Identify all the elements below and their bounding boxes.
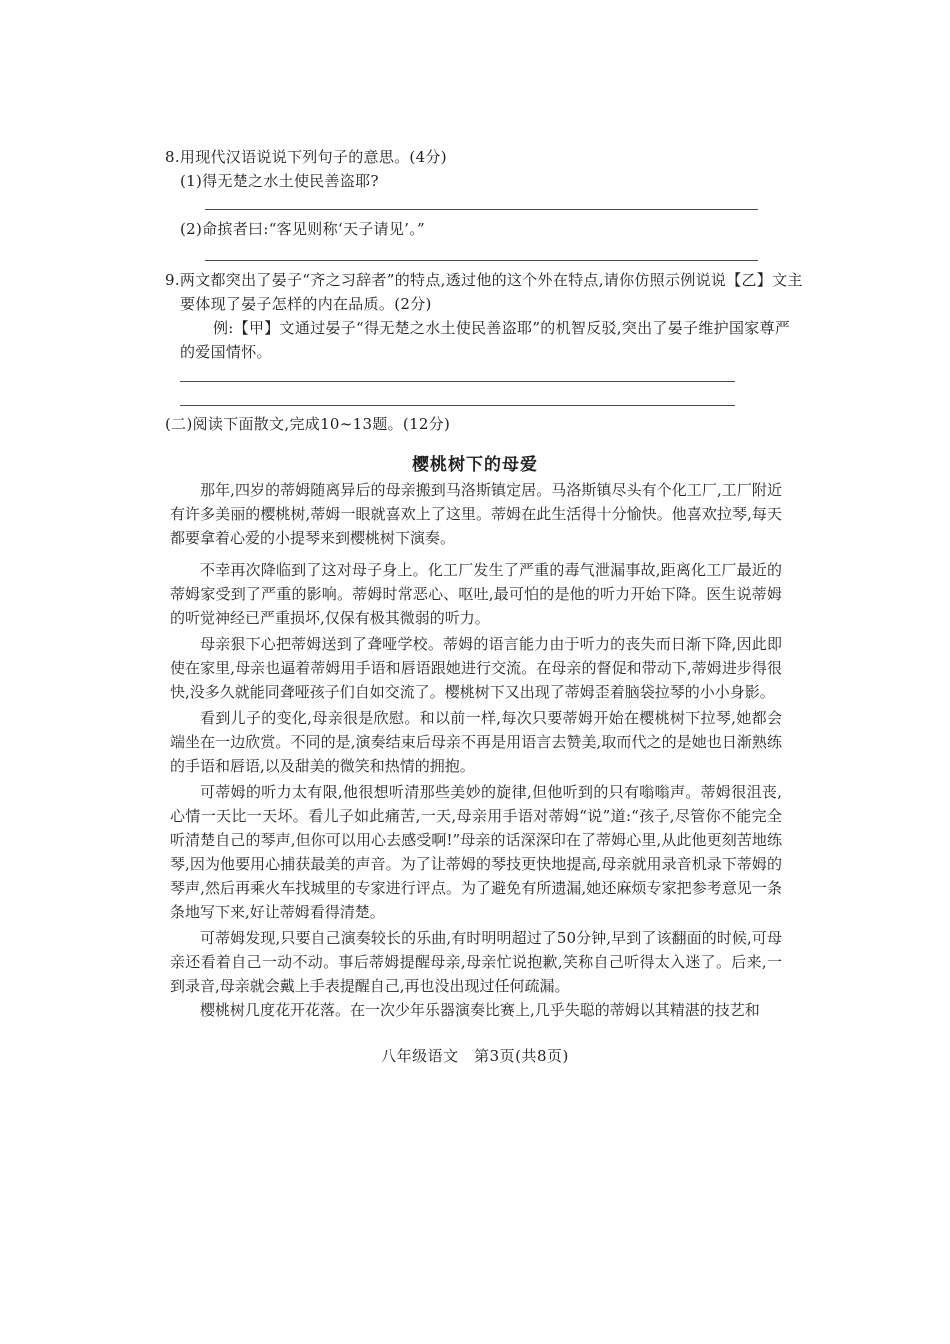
article-title: 樱桃树下的母爱: [412, 455, 538, 475]
article-paragraph: 看到儿子的变化,母亲很是欣慰。和以前一样,每次只要蒂姆开始在樱桃树下拉琴,她都会端坐在一边欣赏。不同的是,演奏结束后母亲不再是用语言去赞美,取而代之的是她也日渐熟练的手语和唇语,以及甜美的微笑和热情的拥抱。: [170, 709, 782, 775]
page-footer: 八年级语文 第3页(共8页): [381, 1047, 569, 1065]
q9-prompt-line-2: 要体现了晏子怎样的内在品质。(2分): [180, 295, 432, 313]
q9-example-line-2: 的爱国情怀。: [180, 343, 272, 361]
q8-answer-line-2[interactable]: [205, 260, 758, 261]
q9-answer-line-1[interactable]: [180, 381, 735, 382]
section-heading: (二)阅读下面散文,完成10~13题。(12分): [165, 415, 451, 433]
q8-item-1: (1)得无楚之水土使民善盗耶?: [180, 172, 379, 190]
q9-example-line-1: 例:【甲】文通过晏子“得无楚之水土使民善盗耶”的机智反驳,突出了晏子维护国家尊严: [213, 319, 791, 337]
article-paragraph: 可蒂姆的听力太有限,他很想听清那些美妙的旋律,但他听到的只有嗡嗡声。蒂姆很沮丧,心情一天比一天坏。看儿子如此痛苦,一天,母亲用手语对蒂姆“说”道:“孩子,尽管你不能完全听清楚自己的琴声,但你可以用心去感受啊!”母亲的话深深印在了蒂姆心里,从此他更刻苦地练琴,因为他要用心捕获最美的声音。为了让蒂姆的琴技更快地提高,母亲就用录音机录下蒂姆的琴声,然后再乘火车找城里的专家进行评点。为了避免有所遗漏,她还麻烦专家把参考意见一条条地写下来,好让蒂姆看得清楚。: [170, 783, 782, 921]
q9-prompt-line-1: 9.两文都突出了晏子“齐之习辞者”的特点,透过他的这个外在特点,请你仿照示例说说【乙】文主: [165, 271, 803, 289]
q8-prompt: 8.用现代汉语说说下列句子的意思。(4分): [165, 148, 447, 166]
article-paragraph: 不幸再次降临到了这对母子身上。化工厂发生了严重的毒气泄漏事故,距离化工厂最近的蒂姆家受到了严重的影响。蒂姆时常恶心、呕吐,最可怕的是他的听力开始下降。医生说蒂姆的听觉神经已严重损坏,仅保有极其微弱的听力。: [170, 561, 782, 627]
q9-answer-line-2[interactable]: [180, 405, 735, 406]
q8-answer-line-1[interactable]: [205, 209, 758, 210]
article-paragraph: 母亲狠下心把蒂姆送到了聋哑学校。蒂姆的语言能力由于听力的丧失而日渐下降,因此即使在家里,母亲也逼着蒂姆用手语和唇语跟她进行交流。在母亲的督促和带动下,蒂姆进步得很快,没多久就能同聋哑孩子们自如交流了。樱桃树下又出现了蒂姆歪着脑袋拉琴的小小身影。: [170, 635, 782, 701]
article-paragraph: 那年,四岁的蒂姆随离异后的母亲搬到马洛斯镇定居。马洛斯镇尽头有个化工厂,工厂附近有许多美丽的樱桃树,蒂姆一眼就喜欢上了这里。蒂姆在此生活得十分愉快。他喜欢拉琴,每天都要拿着心爱的小提琴来到樱桃树下演奏。: [170, 481, 782, 547]
article-paragraph: 樱桃树几度花开花落。在一次少年乐器演奏比赛上,几乎失聪的蒂姆以其精湛的技艺和: [200, 1001, 760, 1019]
q8-item-2: (2)命摈者曰:“客见则称‘天子请见’。”: [180, 220, 425, 238]
article-paragraph: 可蒂姆发现,只要自己演奏较长的乐曲,有时明明超过了50分钟,早到了该翻面的时候,可母亲还看着自己一动不动。事后蒂姆提醒母亲,母亲忙说抱歉,笑称自己听得太入迷了。后来,一到录音,母亲就会戴上手表提醒自己,再也没出现过任何疏漏。: [170, 929, 782, 995]
